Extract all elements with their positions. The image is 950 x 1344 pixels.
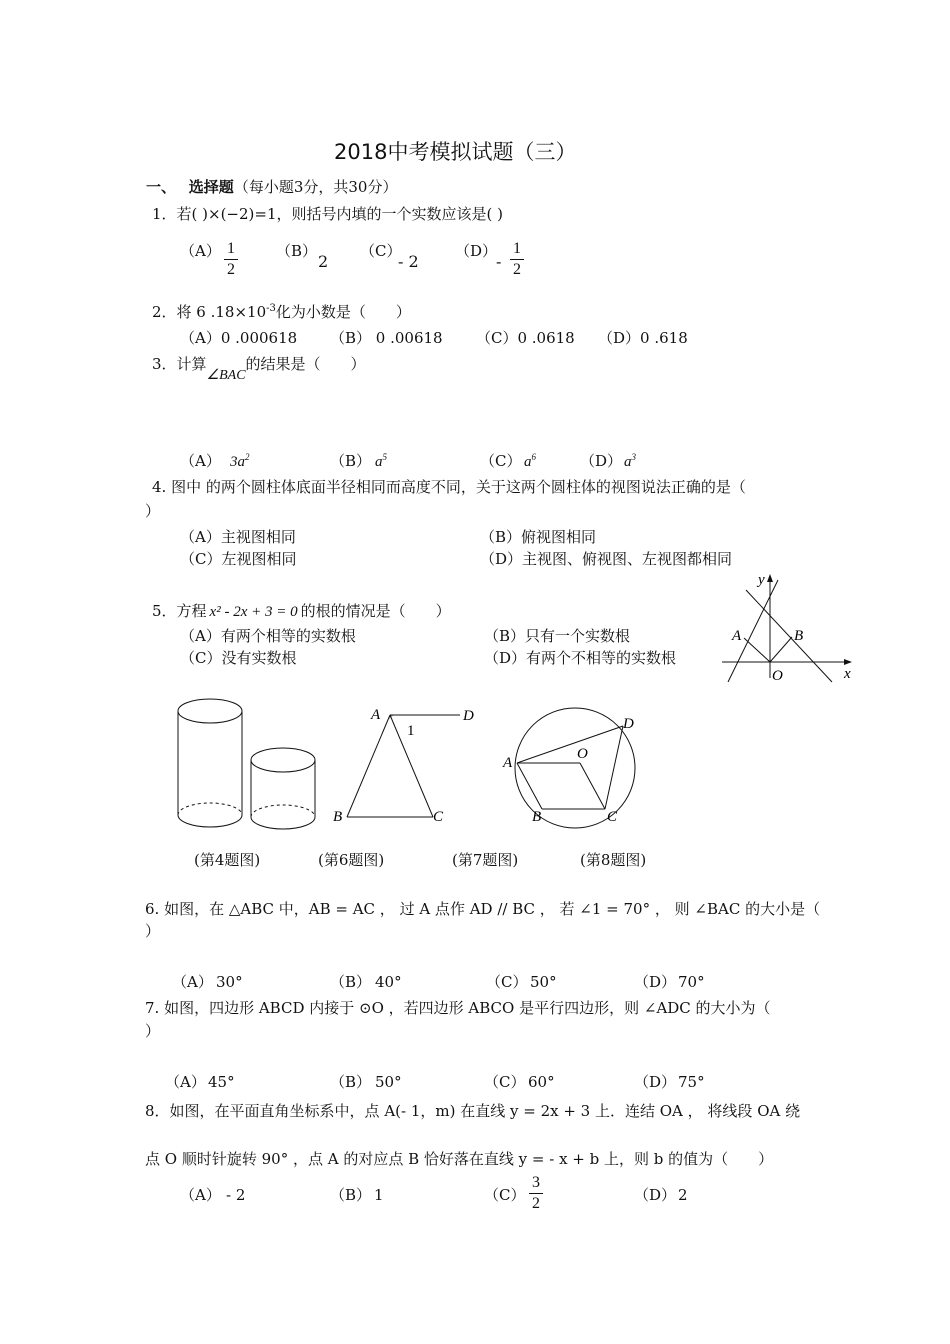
- q6-option-c-value: 50°: [530, 973, 557, 991]
- q2-option-d: （D）0 .618: [598, 329, 688, 347]
- q3-option-c-value: [524, 452, 536, 471]
- q6-option-d-value: 70°: [678, 973, 705, 991]
- q3-option-d-value: [624, 452, 636, 471]
- q3-a-exp: 2: [245, 452, 250, 462]
- q8-option-a-value: - 2: [226, 1186, 246, 1204]
- q7-option-a-label: （A）: [165, 1073, 206, 1091]
- q7-option-a-value: 45°: [208, 1073, 235, 1091]
- tall-cylinder-bottom-back: [178, 803, 242, 815]
- label-C: C: [433, 809, 444, 825]
- q8-c-denominator: 2: [532, 1195, 540, 1212]
- figure-4-cylinders: [170, 695, 330, 840]
- q5-option-b: （B）只有一个实数根: [484, 627, 631, 645]
- q8-option-c-fraction: [529, 1174, 543, 1213]
- q2-exponent: -3: [266, 303, 276, 314]
- question-6-stem-cont: ）: [145, 922, 161, 940]
- segment-AD: [517, 726, 623, 763]
- label-B: B: [333, 809, 343, 825]
- q1-option-a-label: （A）: [180, 242, 221, 260]
- short-cylinder-bottom-back: [251, 805, 315, 817]
- q3-c-base: a: [524, 454, 532, 470]
- section-header: [146, 176, 397, 197]
- q1-option-c-label: （C）: [360, 242, 402, 260]
- label-B: B: [532, 809, 542, 825]
- q7-option-c-label: （C）: [484, 1073, 526, 1091]
- label-A: A: [732, 628, 742, 644]
- segment-OC: [580, 763, 605, 809]
- q2-option-a: （A）0 .000618: [180, 329, 298, 347]
- short-cylinder-bottom-front: [251, 817, 315, 829]
- label-B: B: [794, 628, 804, 644]
- q3-stem-a: 3．计算: [152, 355, 207, 373]
- q1-option-a-fraction: [224, 240, 238, 279]
- q1-option-b-label: （B）: [276, 242, 318, 260]
- q3-option-a-value: [230, 452, 250, 471]
- question-8-stem-line-2: 点 O 顺时针旋转 90° ，点 A 的对应点 B 恰好落在直线 y = - x + b 上，则 b 的值为（ ）: [145, 1150, 774, 1168]
- q3-option-b-value: [375, 452, 387, 471]
- fraction-bar: [510, 259, 524, 260]
- q7-option-b-label: （B）: [330, 1073, 372, 1091]
- label-O: O: [772, 668, 783, 684]
- q7-option-d-label: （D）: [634, 1073, 677, 1091]
- section-name: 选择题: [188, 178, 234, 196]
- question-3-stem: [152, 353, 366, 383]
- caption-figure-4: (第4题图): [194, 851, 261, 869]
- q3-d-base: a: [624, 454, 632, 470]
- q3-c-exp: 6: [531, 452, 536, 462]
- label-D: D: [623, 716, 634, 732]
- q1-d-denominator: 2: [513, 261, 521, 278]
- question-2-stem: [152, 301, 411, 322]
- caption-figure-8: (第8题图): [580, 851, 647, 869]
- label-x: x: [844, 666, 851, 682]
- caption-figure-6: (第6题图): [318, 851, 385, 869]
- q6-option-b-label: （B）: [330, 973, 372, 991]
- line-y-neg-x-b: [746, 590, 832, 682]
- q3-stem-b: 的结果是（ ）: [245, 355, 366, 373]
- q1-a-denominator: 2: [227, 261, 235, 278]
- x-axis-arrow: [844, 659, 852, 665]
- q8-option-d-value: 2: [678, 1186, 688, 1204]
- q1-option-b-value: 2: [318, 252, 329, 271]
- q8-option-d-label: （D）: [634, 1186, 677, 1204]
- question-8-stem-line-1: 8．如图，在平面直角坐标系中，点 A(- 1，m) 在直线 y = 2x + 3 上．连结 OA ， 将线段 OA 绕: [145, 1102, 801, 1120]
- segment-OB: [770, 637, 792, 662]
- q6-option-a-value: 30°: [216, 973, 243, 991]
- short-cylinder-top: [251, 748, 315, 772]
- q5-option-d: （D）有两个不相等的实数根: [484, 649, 677, 667]
- q4-option-c: （C）左视图相同: [180, 550, 297, 568]
- q2-option-c: （C）0 .0618: [476, 329, 575, 347]
- q8-c-numerator: 3: [532, 1174, 540, 1191]
- label-D: D: [463, 708, 474, 724]
- q7-option-d-value: 75°: [678, 1073, 705, 1091]
- section-note: （每小题3分，共30分）: [233, 178, 398, 196]
- q3-a-base: 3a: [230, 454, 245, 470]
- question-4-stem: 4. 图中 的两个圆柱体底面半径相同而高度不同，关于这两个圆柱体的视图说法正确的是（: [152, 478, 746, 496]
- figure-6-triangle: [325, 700, 485, 830]
- caption-figure-7: (第7题图): [452, 851, 519, 869]
- q3-option-d-label: （D）: [580, 452, 623, 470]
- segment-AB: [517, 763, 542, 809]
- question-7-stem: 7. 如图，四边形 ABCD 内接于 ⊙O ，若四边形 ABCO 是平行四边形，则 ∠ADC 的大小为（: [145, 999, 771, 1017]
- tall-cylinder-bottom-front: [178, 815, 242, 827]
- label-A: A: [371, 707, 381, 723]
- fraction-bar: [529, 1193, 543, 1194]
- segment-OA: [744, 638, 770, 662]
- q8-option-c-label: （C）: [484, 1186, 526, 1204]
- q7-option-b-value: 50°: [375, 1073, 402, 1091]
- page-title: 2018中考模拟试题（三）: [334, 140, 577, 164]
- q1-option-c-value: - 2: [398, 252, 419, 271]
- y-axis-arrow: [767, 574, 773, 582]
- segment-AB: [347, 715, 390, 817]
- section-number: 一、: [146, 178, 177, 196]
- label-A: A: [503, 755, 513, 771]
- q3-option-b-label: （B）: [330, 452, 372, 470]
- q1-option-d-label: （D）: [455, 242, 498, 260]
- q7-option-c-value: 60°: [528, 1073, 555, 1091]
- question-4-stem-cont: ）: [145, 502, 161, 520]
- q6-option-a-label: （A）: [172, 973, 213, 991]
- q5-stem-b: 的根的情况是（ ）: [300, 602, 451, 620]
- q2-stem-b: 化为小数是（ ）: [275, 303, 411, 321]
- q5-equation: x² - 2x + 3 = 0: [209, 604, 298, 620]
- q1-d-numerator: 1: [513, 240, 521, 257]
- q5-stem-a: 5．方程: [152, 602, 207, 620]
- q3-option-c-label: （C）: [480, 452, 522, 470]
- q4-option-b: （B）俯视图相同: [480, 528, 597, 546]
- figure-7-circle: [495, 700, 645, 830]
- q1-a-numerator: 1: [227, 240, 235, 257]
- q6-option-c-label: （C）: [486, 973, 528, 991]
- question-1-stem: 1．若( )×(−2)=1，则括号内填的一个实数应该是( ): [152, 205, 503, 223]
- q4-option-d: （D）主视图、俯视图、左视图都相同: [480, 550, 733, 568]
- fraction-bar: [224, 259, 238, 260]
- label-angle-1: 1: [407, 723, 415, 739]
- q3-d-exp: 3: [631, 452, 636, 462]
- q3-b-exp: 5: [382, 452, 387, 462]
- q2-stem-a: 2．将 6 .18×10: [152, 303, 267, 321]
- q2-option-b: （B） 0 .00618: [330, 329, 443, 347]
- segment-DC: [605, 726, 623, 809]
- label-O: O: [577, 746, 588, 762]
- label-y: y: [758, 572, 765, 588]
- q6-option-b-value: 40°: [375, 973, 402, 991]
- q8-option-a-label: （A）: [180, 1186, 221, 1204]
- figure-8-coordinate-plane: [720, 570, 860, 690]
- question-5-stem: [152, 600, 451, 621]
- q4-option-a: （A）主视图相同: [180, 528, 296, 546]
- q6-option-d-label: （D）: [634, 973, 677, 991]
- q8-option-b-value: 1: [374, 1186, 384, 1204]
- q5-option-c: （C）没有实数根: [180, 649, 297, 667]
- label-C: C: [607, 809, 618, 825]
- q3-b-base: a: [375, 454, 383, 470]
- q1-d-sign: -: [496, 252, 502, 271]
- q8-option-b-label: （B）: [330, 1186, 372, 1204]
- tall-cylinder-top: [178, 699, 242, 723]
- q1-option-d-fraction: [510, 240, 524, 279]
- question-7-stem-cont: ）: [145, 1022, 161, 1040]
- question-6-stem: 6. 如图，在 △ABC 中，AB = AC ， 过 A 点作 AD // BC ， 若 ∠1 = 70° ， 则 ∠BAC 的大小是（: [145, 900, 821, 918]
- q3-expression: ∠BAC: [206, 368, 246, 383]
- q5-option-a: （A）有两个相等的实数根: [180, 627, 356, 645]
- q3-option-a-label: （A）: [180, 452, 221, 470]
